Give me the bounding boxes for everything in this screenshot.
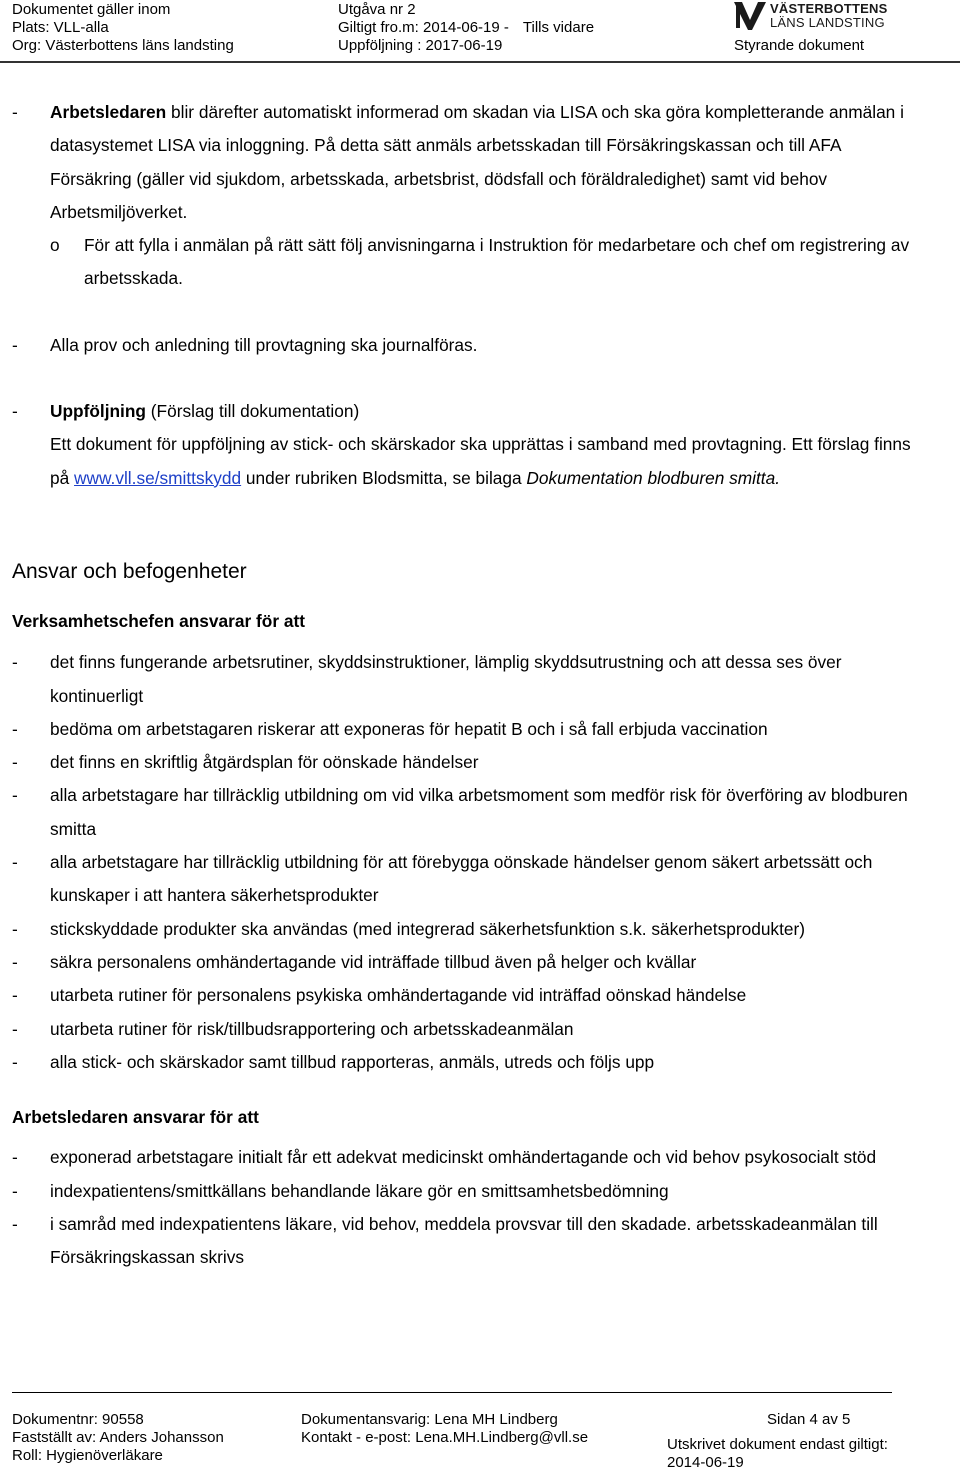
header-org: Org: Västerbottens läns landsting: [12, 37, 234, 54]
list-item: - Alla prov och anledning till provtagning ska journalföras.: [12, 334, 478, 355]
page-header: [0, 0, 960, 62]
list-item: - Uppföljning (Förslag till dokumentation) Ett dokument för uppföljning av stick- och skärskador ska upprättas i samband med provtagning. Ett förslag finns på www.vll.se/smittskydd under rubriken Blodsmitta, se bilaga Dokumentation blodburen smitta.: [12, 401, 911, 488]
manager-heading: Verksamhetschefen ansvarar för att: [12, 610, 305, 631]
list-item: - alla arbetstagare har tillräcklig utbildning om vid vilka arbetsmoment som medför risk för överföring av blodburen smitta: [12, 785, 908, 839]
lead-heading: Arbetsledaren ansvarar för att: [12, 1107, 259, 1128]
sub-list-item: o För att fylla i anmälan på rätt sätt följ anvisningarna i Instruktion för medarbetare och chef om registrering av arbetsskada.: [12, 229, 912, 296]
smittskydd-link[interactable]: www.vll.se/smittskydd: [74, 467, 242, 488]
footer-role: Roll: Hygienöverläkare: [12, 1447, 163, 1464]
footer-printed-date: 2014-06-19: [667, 1454, 744, 1471]
header-doc-type: Styrande dokument: [734, 37, 865, 54]
section-title: Ansvar och befogenheter: [12, 559, 247, 583]
list-item: - utarbeta rutiner för risk/tillbudsrapportering och arbetsskadeanmälan: [12, 1018, 574, 1039]
footer-contact: Kontakt - e-post: Lena.MH.Lindberg@vll.se: [301, 1429, 589, 1446]
footer-approved-by: Fastställt av: Anders Johansson: [12, 1429, 224, 1446]
list-item: - det finns en skriftlig åtgärdsplan för oönskade händelser: [12, 752, 479, 773]
vll-logo: [734, 2, 894, 32]
list-item: - alla arbetstagare har tillräcklig utbildning för att förebygga oönskade händelser genom säkert arbetssätt och kunskaper i att hantera säkerhetsprodukter: [12, 852, 873, 906]
footer-page-number: Sidan 4 av 5: [767, 1411, 851, 1428]
header-scope-title: Dokumentet gäller inom: [12, 1, 171, 18]
vll-logo-icon: [734, 2, 766, 30]
header-edition: Utgåva nr 2: [338, 1, 416, 18]
list-item: - stickskyddade produkter ska användas (med integrerad säkerhetsfunktion s.k. säkerhetsprodukter): [12, 918, 805, 939]
list-item: - indexpatientens/smittkällans behandlande läkare gör en smittsamhetsbedömning: [12, 1180, 669, 1201]
footer-printed-label: Utskrivet dokument endast giltigt:: [667, 1436, 888, 1453]
header-followup: Uppföljning : 2017-06-19: [338, 37, 503, 54]
document-body: [12, 96, 912, 1275]
list-item: - säkra personalens omhändertagande vid inträffade tillbud även på helger och kvällar: [12, 951, 697, 972]
list-item: - det finns fungerande arbetsrutiner, skyddsinstruktioner, lämplig skyddsutrustning och att dessa ses över kontinuerligt: [12, 652, 842, 706]
list-item: - alla stick- och skärskador samt tillbud rapporteras, anmäls, utreds och följs upp: [12, 1051, 655, 1072]
manager-list: [12, 646, 912, 1079]
header-validity: [338, 1, 594, 55]
footer-printed-validity: [667, 1436, 888, 1472]
list-item: - Arbetsledaren blir därefter automatiskt informerad om skadan via LISA och ska göra kompletterande anmälan i datasystemet LISA via inloggning. På detta sätt anmäls arbetsskadan till Försäkringskassan och till AFA Försäkring (gäller vid sjukdom, arbetsskada, arbetsbrist, dödsfall och föräldraledighet) samt vid behov Arbetsmiljöverket.: [12, 102, 904, 222]
footer-divider: [12, 1392, 892, 1393]
list-item: - exponerad arbetstagare initialt får ett adekvat medicinskt omhändertagande och vid behov psykosocialt stöd: [12, 1147, 877, 1168]
header-valid-from: Giltigt fro.m: 2014-06-19 -: [338, 19, 509, 36]
item-bold-term: Arbetsledaren: [50, 102, 167, 122]
header-divider: [0, 61, 960, 63]
header-place: Plats: VLL-alla: [12, 19, 109, 36]
header-valid-to: Tills vidare: [522, 19, 595, 36]
footer-doc-no: Dokumentnr: 90558: [12, 1411, 144, 1428]
item-bold-term: Uppföljning: [50, 401, 146, 422]
footer-responsible-info: [301, 1411, 588, 1447]
header-valid-line: [338, 19, 594, 37]
list-item: - bedöma om arbetstagaren riskerar att exponeras för hepatit B och i så fall erbjuda vaccination: [12, 718, 768, 739]
logo-text: VÄSTERBOTTENS LÄNS LANDSTING: [770, 1, 888, 30]
header-scope: [12, 1, 234, 55]
lead-list: [12, 1141, 912, 1274]
list-item: - utarbeta rutiner för personalens psykiska omhändertagande vid inträffad oönskad händelse: [12, 985, 747, 1006]
bullet-o: o: [50, 235, 60, 256]
footer-doc-info: [12, 1411, 224, 1465]
footer-responsible: Dokumentansvarig: Lena MH Lindberg: [301, 1411, 558, 1428]
list-item: - i samråd med indexpatientens läkare, vid behov, meddela provsvar till den skadade. arbetsskadeanmälan till Försäkringskassan skrivs: [12, 1214, 878, 1268]
